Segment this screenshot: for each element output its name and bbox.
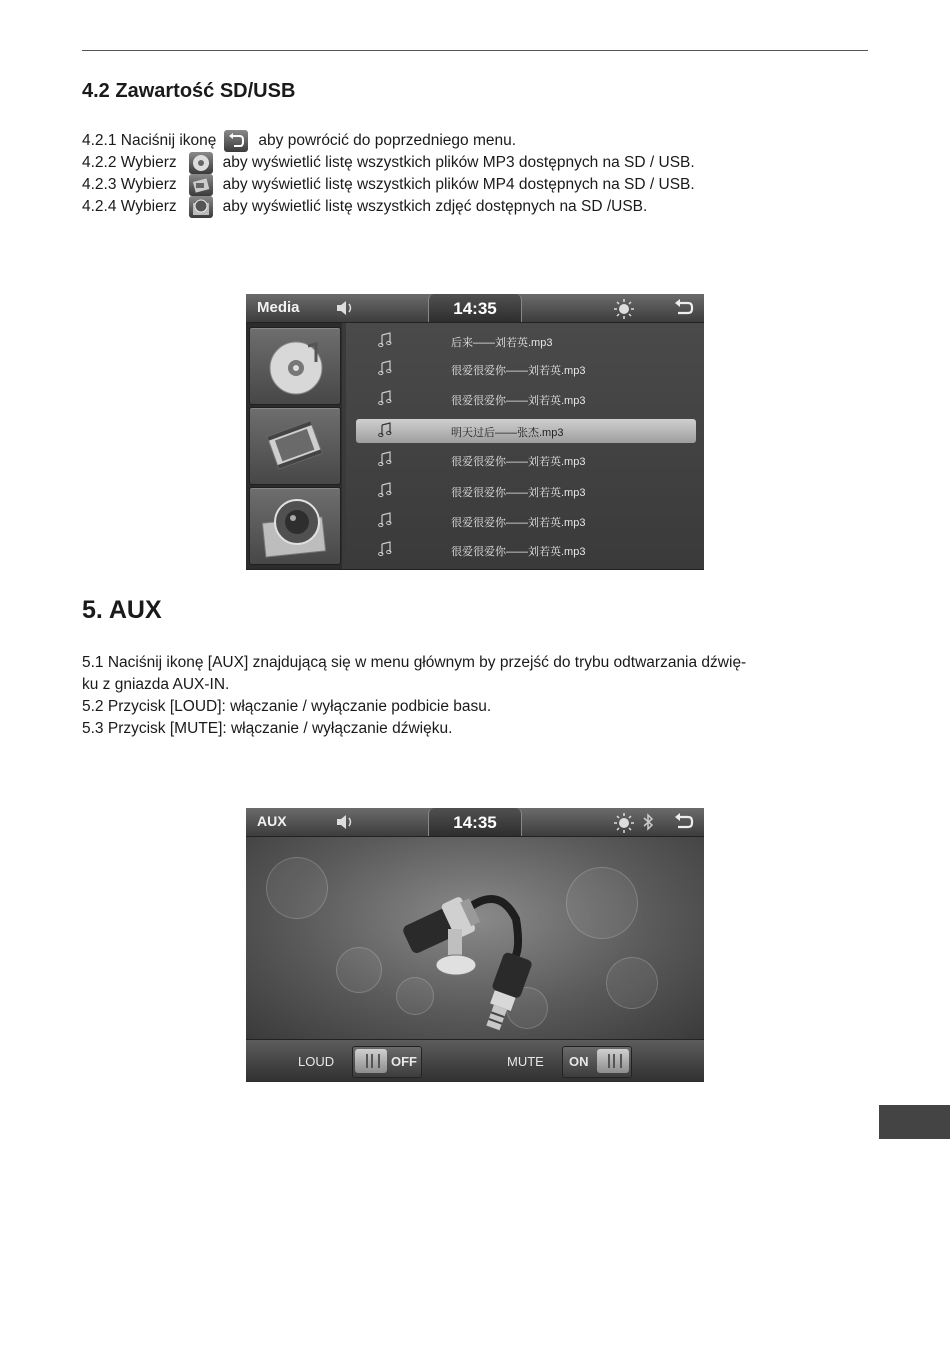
instruction-line-3 — [82, 174, 872, 196]
bluetooth-icon — [641, 812, 655, 837]
instruction-text: aby wyświetlić listę wszystkich plików MP4 dostępnych na SD / USB. — [222, 176, 695, 193]
bokeh-decoration — [606, 957, 658, 1009]
section-5-text — [82, 652, 872, 740]
track-row[interactable] — [356, 479, 696, 503]
brightness-icon[interactable] — [613, 812, 635, 839]
clock: 14:35 — [453, 813, 497, 832]
instruction-text: 4.2.1 Naciśnij ikonę — [82, 132, 217, 149]
track-list — [346, 323, 704, 569]
brightness-icon[interactable] — [613, 298, 635, 325]
track-row[interactable] — [356, 357, 696, 381]
photo-icon — [189, 196, 213, 218]
aux-bottom-bar — [246, 1039, 704, 1082]
video-category-button[interactable] — [249, 407, 341, 485]
bokeh-decoration — [266, 857, 328, 919]
track-row[interactable] — [356, 448, 696, 472]
aux-line-3: 5.2 Przycisk [LOUD]: włączanie / wyłączanie podbicie basu. — [82, 698, 492, 715]
header-rule — [82, 50, 868, 51]
instruction-text: 4.2.3 Wybierz — [82, 176, 177, 193]
music-disc-icon — [189, 152, 213, 174]
aux-line-4: 5.3 Przycisk [MUTE]: włączanie / wyłączanie dźwięku. — [82, 720, 453, 737]
track-name: 很爱很爱你——刘若英.mp3 — [451, 487, 586, 499]
clock: 14:35 — [453, 299, 497, 318]
instruction-line-1 — [82, 130, 872, 152]
loud-state: OFF — [391, 1054, 417, 1069]
back-icon — [224, 130, 248, 152]
track-row[interactable] — [356, 509, 696, 533]
section-heading-4-2: 4.2 Zawartość SD/USB — [82, 80, 296, 102]
back-icon[interactable] — [672, 298, 696, 323]
music-note-icon — [378, 451, 392, 470]
track-name: 明天过后——张杰.mp3 — [451, 427, 564, 439]
track-row[interactable] — [356, 387, 696, 411]
instruction-text: aby wyświetlić listę wszystkich plików MP3 dostępnych na SD / USB. — [222, 154, 695, 171]
loud-label: LOUD — [298, 1054, 335, 1069]
aux-cable-icon — [396, 859, 566, 1039]
music-note-icon — [378, 332, 392, 351]
category-sidebar — [246, 323, 342, 569]
instruction-line-4 — [82, 196, 872, 218]
music-note-icon — [378, 541, 392, 560]
track-name: 后来——刘若英.mp3 — [451, 337, 553, 349]
page-edge-tab — [879, 1105, 950, 1139]
music-disc-icon — [250, 328, 340, 404]
mute-state: ON — [569, 1054, 589, 1069]
mute-toggle[interactable] — [562, 1046, 632, 1078]
video-icon — [189, 174, 213, 196]
instruction-text: 4.2.4 Wybierz — [82, 198, 177, 215]
track-row-selected[interactable] — [356, 419, 696, 443]
section-4-2-text — [82, 130, 872, 218]
music-note-icon — [378, 482, 392, 501]
screen-title: AUX — [257, 813, 287, 829]
photo-icon — [250, 488, 340, 564]
track-name: 很爱很爱你——刘若英.mp3 — [451, 517, 586, 529]
track-row[interactable] — [356, 538, 696, 562]
music-note-icon — [378, 360, 392, 379]
toggle-knob — [355, 1049, 387, 1073]
aux-background — [246, 837, 704, 1039]
photo-category-button[interactable] — [249, 487, 341, 565]
music-category-button[interactable] — [249, 327, 341, 405]
track-name: 很爱很爱你——刘若英.mp3 — [451, 365, 586, 377]
video-icon — [250, 408, 340, 484]
instruction-text: 4.2.2 Wybierz — [82, 154, 177, 171]
volume-icon[interactable] — [334, 812, 358, 837]
instruction-text: aby powrócić do poprzedniego menu. — [258, 132, 517, 149]
aux-screen — [246, 808, 704, 1082]
toggle-knob — [597, 1049, 629, 1073]
instruction-text: aby wyświetlić listę wszystkich zdjęć dostępnych na SD /USB. — [222, 198, 648, 215]
aux-line-1: 5.1 Naciśnij ikonę [AUX] znajdującą się w menu głównym by przejść do trybu odtwarzania dźwię- — [82, 654, 747, 671]
clock-tab — [428, 294, 522, 322]
back-icon[interactable] — [672, 812, 696, 837]
section-heading-5: 5. AUX — [82, 596, 162, 624]
loud-toggle[interactable] — [352, 1046, 422, 1078]
music-note-icon — [378, 422, 392, 441]
track-row[interactable] — [356, 329, 696, 353]
media-top-bar — [246, 294, 704, 323]
volume-icon[interactable] — [334, 298, 358, 323]
music-note-icon — [378, 512, 392, 531]
screen-title: Media — [257, 299, 300, 316]
aux-line-2: ku z gniazda AUX-IN. — [82, 676, 230, 693]
bokeh-decoration — [566, 867, 638, 939]
track-name: 很爱很爱你——刘若英.mp3 — [451, 546, 586, 558]
music-note-icon — [378, 390, 392, 409]
track-name: 很爱很爱你——刘若英.mp3 — [451, 395, 586, 407]
mute-label: MUTE — [507, 1054, 544, 1069]
media-screen — [246, 294, 704, 570]
instruction-line-2 — [82, 152, 872, 174]
bokeh-decoration — [336, 947, 382, 993]
aux-top-bar — [246, 808, 704, 837]
track-name: 很爱很爱你——刘若英.mp3 — [451, 456, 586, 468]
clock-tab — [428, 808, 522, 836]
